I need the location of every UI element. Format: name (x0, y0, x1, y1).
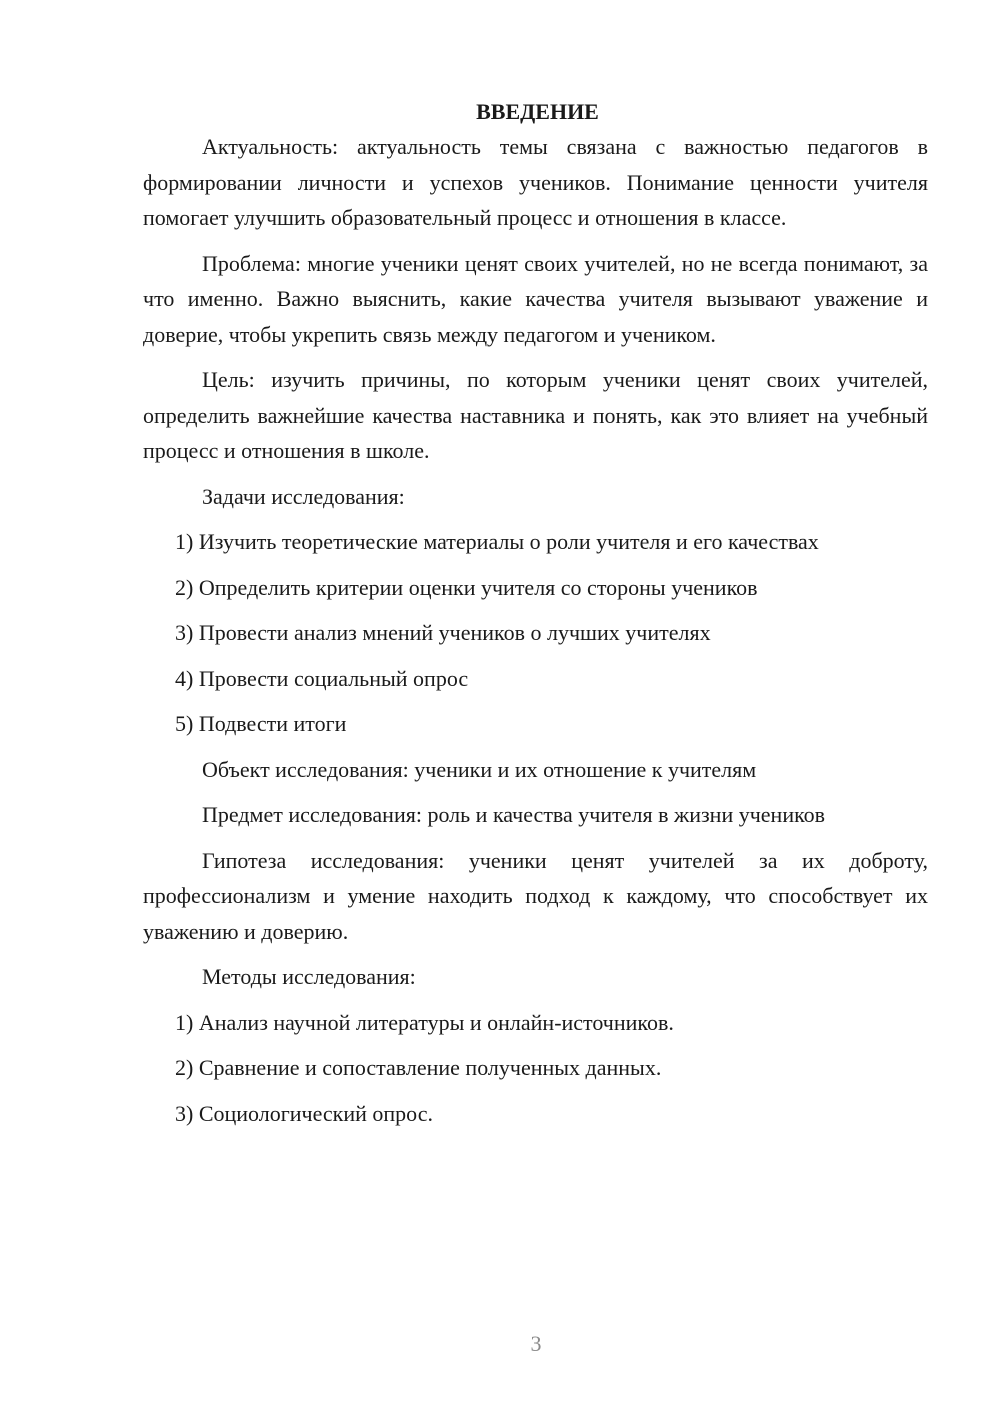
method-item: 1) Анализ научной литературы и онлайн-источников. (175, 1009, 674, 1035)
tasks-heading: Задачи исследования: (202, 483, 405, 509)
task-item: 2) Определить критерии оценки учителя со стороны учеников (175, 574, 758, 600)
relevance-paragraph: Актуальность: актуальность темы связана с важностью педагогов в формировании личности и успехов учеников. Понимание ценности учителя помогает улучшить образовательный процесс и отношения в классе. (143, 134, 928, 230)
goal-paragraph: Цель: изучить причины, по которым ученики ценят своих учителей, определить важнейшие качества наставника и понять, как это влияет на учебный процесс и отношения в школе. (143, 367, 928, 463)
task-item: 4) Провести социальный опрос (175, 665, 469, 691)
methods-heading: Методы исследования: (202, 964, 416, 989)
task-item: 1) Изучить теоретические материалы о роли учителя и его качествах (175, 529, 819, 554)
task-item: 3) Провести анализ мнений учеников о лучших учителях (175, 620, 711, 645)
problem-paragraph: Проблема: многие ученики ценят своих учителей, но не всегда понимают, за что именно. Важно выяснить, какие качества учителя вызывают уважение и доверие, чтобы укрепить связь между педагогом и учеником. (143, 250, 928, 347)
task-item: 5) Подвести итоги (175, 711, 347, 736)
hypothesis-paragraph: Гипотеза исследования: ученики ценят учителей за их доброту, профессионализм и умение находить подход к каждому, что способствует их уважению и доверию. (143, 847, 928, 944)
page-content (143, 94, 928, 1141)
method-item: 2) Сравнение и сопоставление полученных данных. (175, 1055, 662, 1080)
page-number: 3 (530, 1331, 542, 1356)
section-title: ВВЕДЕНИЕ (476, 99, 599, 124)
method-item: 3) Социологический опрос. (175, 1100, 433, 1126)
object-paragraph: Объект исследования: ученики и их отношение к учителям (202, 756, 757, 782)
subject-paragraph: Предмет исследования: роль и качества учителя в жизни учеников (202, 802, 826, 827)
